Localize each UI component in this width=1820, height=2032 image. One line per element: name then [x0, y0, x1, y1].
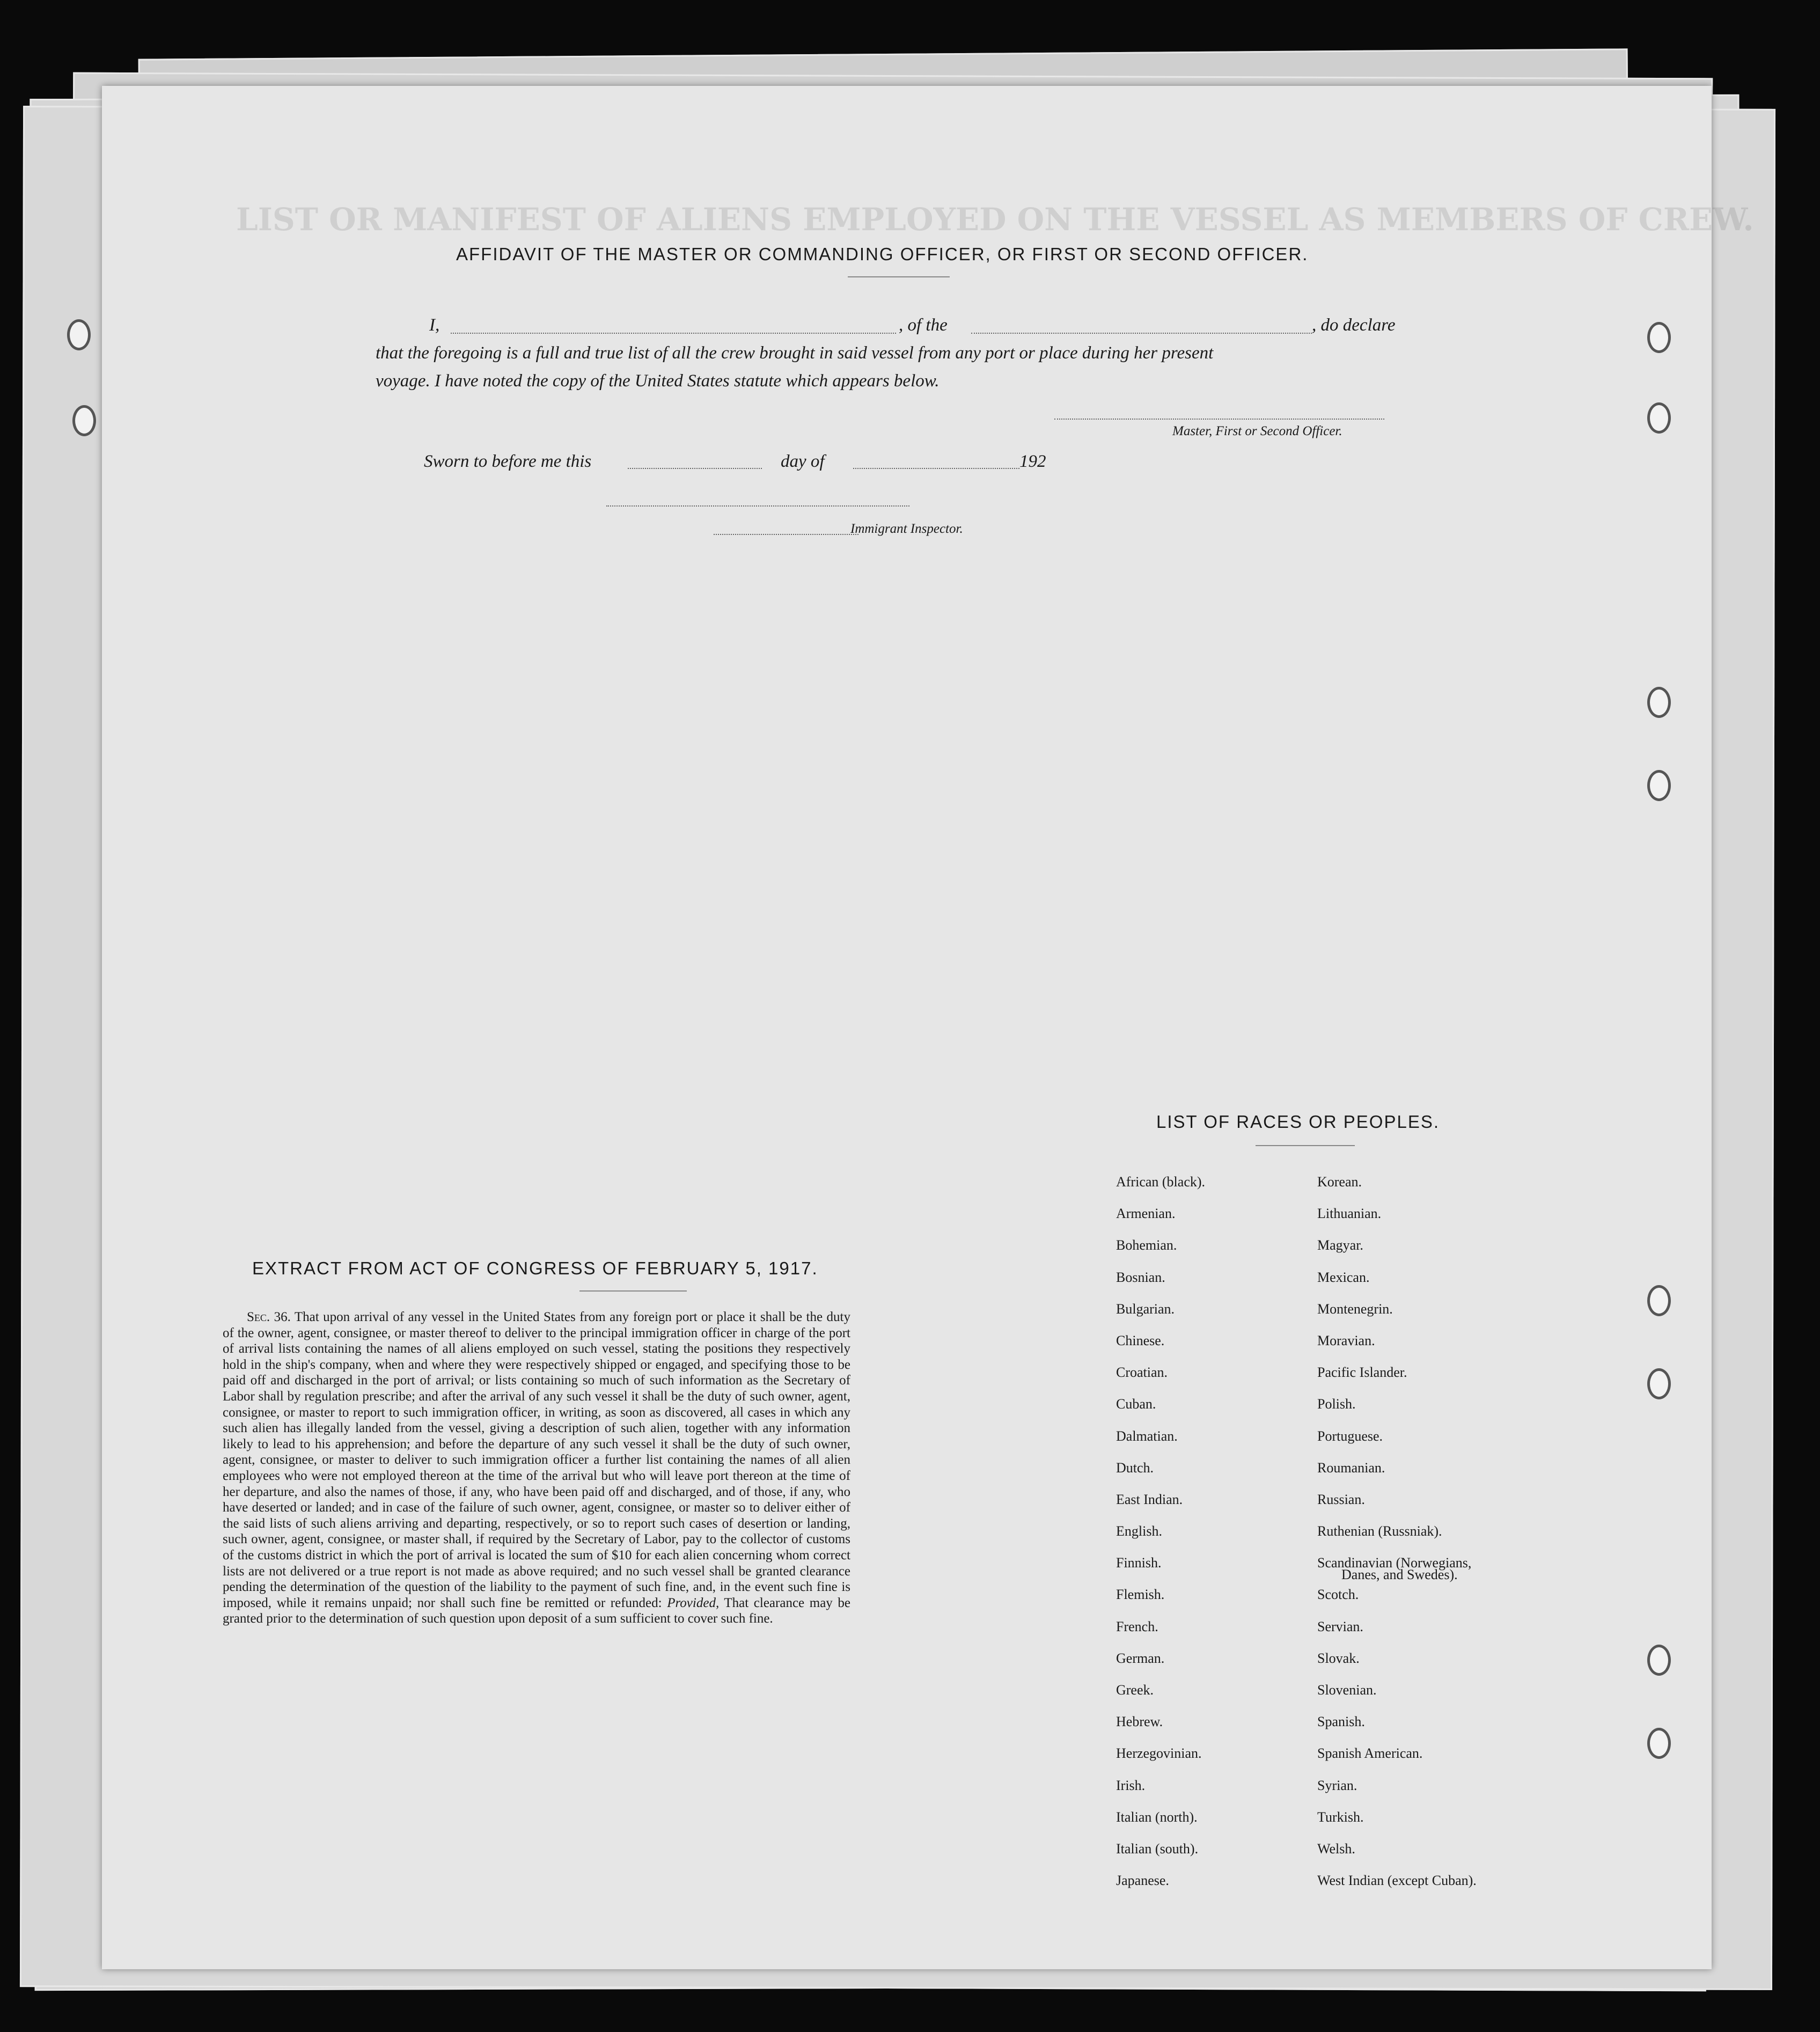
inspector-signature-field[interactable] — [714, 534, 858, 535]
statute-text — [223, 1309, 850, 1627]
races-column-2 — [1317, 1174, 1477, 1904]
race-item: African (black). — [1116, 1174, 1206, 1190]
race-item: Bohemian. — [1116, 1237, 1177, 1253]
sworn-month-field[interactable] — [853, 468, 1019, 469]
race-item: Italian (south). — [1116, 1840, 1199, 1857]
sworn-year: 192 — [1019, 452, 1046, 471]
title-rule — [848, 276, 950, 277]
race-item: Croatian. — [1116, 1365, 1168, 1381]
of-the-text: , of the — [899, 316, 948, 335]
race-item: Turkish. — [1317, 1809, 1364, 1825]
declarant-name-field[interactable] — [451, 333, 896, 334]
race-item: Ruthenian (Russniak). — [1317, 1523, 1442, 1539]
punch-hole — [1647, 402, 1671, 434]
race-item: East Indian. — [1116, 1491, 1183, 1507]
race-item: Flemish. — [1116, 1587, 1165, 1603]
race-item: Cuban. — [1116, 1396, 1156, 1412]
race-item: Portuguese. — [1317, 1428, 1383, 1444]
races-title-rule — [1256, 1145, 1355, 1146]
statute-proviso: That clearance may be granted prior to the determination of such question upon deposit of a sum sufficient to cover such fine. — [223, 1595, 851, 1626]
race-item — [1317, 1555, 1477, 1587]
declarant-prefix: I, — [429, 316, 440, 335]
race-item: Italian (north). — [1116, 1809, 1198, 1825]
races-column-1 — [1116, 1174, 1205, 1904]
race-item: Montenegrin. — [1317, 1301, 1393, 1317]
sworn-day-of: day of — [781, 452, 825, 471]
race-item: Finnish. — [1116, 1555, 1162, 1571]
race-item: Scotch. — [1317, 1587, 1359, 1603]
inspector-label: Immigrant Inspector. — [850, 522, 963, 536]
race-item: German. — [1116, 1650, 1165, 1666]
punch-hole — [1647, 1285, 1671, 1316]
race-item: Dalmatian. — [1116, 1428, 1178, 1444]
race-item: Servian. — [1317, 1618, 1363, 1634]
race-item: Syrian. — [1317, 1777, 1357, 1793]
race-item: Herzegovinian. — [1116, 1745, 1202, 1762]
punch-hole — [1647, 687, 1671, 718]
declaration-line-3: voyage. I have noted the copy of the United States statute which appears below. — [376, 371, 940, 391]
race-item: Japanese. — [1116, 1873, 1169, 1889]
provided-keyword: Provided, — [667, 1595, 720, 1610]
races-title: LIST OF RACES OR PEOPLES. — [1156, 1112, 1440, 1132]
inspector-line-upper — [606, 505, 909, 507]
race-item: Hebrew. — [1116, 1714, 1163, 1730]
race-item: Lithuanian. — [1317, 1206, 1382, 1222]
race-item: French. — [1116, 1618, 1158, 1634]
punch-hole — [1647, 1728, 1671, 1759]
extract-title: EXTRACT FROM ACT OF CONGRESS OF FEBRUARY 5, 1917. — [252, 1258, 818, 1278]
race-item: Slovenian. — [1317, 1682, 1377, 1698]
race-item: Slovak. — [1317, 1650, 1360, 1666]
sworn-day-field[interactable] — [628, 468, 762, 469]
do-declare-text: , do declare — [1312, 316, 1396, 335]
race-item: Bosnian. — [1116, 1269, 1165, 1285]
race-item: Irish. — [1116, 1777, 1146, 1793]
race-item: Greek. — [1116, 1682, 1154, 1698]
sworn-prefix: Sworn to before me this — [424, 452, 592, 471]
section-label: Sec. 36. — [247, 1310, 291, 1324]
race-item: Korean. — [1317, 1174, 1362, 1190]
race-item: Armenian. — [1116, 1206, 1176, 1222]
race-item: Bulgarian. — [1116, 1301, 1175, 1317]
race-item: Russian. — [1317, 1491, 1365, 1507]
race-item-line: Scandinavian (Norwegians, — [1317, 1555, 1472, 1571]
race-item: Pacific Islander. — [1317, 1365, 1407, 1381]
race-item: English. — [1116, 1523, 1162, 1539]
race-item: Roumanian. — [1317, 1459, 1385, 1476]
race-item: Spanish American. — [1317, 1745, 1423, 1762]
punch-hole — [72, 405, 96, 436]
race-item: Dutch. — [1116, 1459, 1154, 1476]
extract-title-rule — [579, 1290, 687, 1292]
master-signature-label: Master, First or Second Officer. — [1172, 424, 1342, 438]
race-item: Magyar. — [1317, 1237, 1363, 1253]
punch-hole — [67, 319, 91, 350]
punch-hole — [1647, 1645, 1671, 1676]
affidavit-title: AFFIDAVIT OF THE MASTER OR COMMANDING OFFICER, OR FIRST OR SECOND OFFICER. — [456, 244, 1309, 264]
race-item: West Indian (except Cuban). — [1317, 1873, 1477, 1889]
punch-hole — [1647, 1368, 1671, 1399]
race-item: Spanish. — [1317, 1714, 1365, 1730]
punch-hole — [1647, 770, 1671, 801]
punch-hole — [1647, 322, 1671, 353]
race-item-continuation: Danes, and Swedes). — [1341, 1567, 1458, 1583]
statute-body: That upon arrival of any vessel in the United States from any foreign port or place it shall be the duty of the owner, agent, consignee, or master thereof to deliver to the principal immigration officer in charge of the port of arrival lists containing the names of all aliens employed on such vessel, stating the positions they respectively hold in the ship's company, when and where they were respectively shipped or engaged, and specifying those to be paid off and discharged in the port of arrival; or lists containing so much of such information as the Secretary of Labor shall by regulation prescribe; and after the arrival of any such vessel it shall be the duty of such owner, agent, consignee, or master to report to such immigration officer, in writing, as soon as discovered, all cases in which any such alien has illegally landed from the vessel, giving a description of such alien, together with any information likely to lead to his apprehension; and before the departure of any such vessel it shall be the duty of such owner, agent, consignee, or master to deliver to such immigration officer a further list containing the names of all alien employees who were not employed thereon at the time of the arrival but who will leave port thereon at the time of her departure, and also the names of those, if any, who have been paid off and discharged, and of those, if any, who have deserted or landed; and in case of the failure of such owner, agent, consignee, or master so to deliver either of the said lists of such aliens arriving and departing, respectively, or so to report such cases of desertion or landing, such owner, agent, consignee, or master shall, if required by the Secretary of Labor, pay to the collector of customs of the customs district in which the port of arrival is located the sum of $10 for each alien concerning whom correct lists are not delivered or a true report is not made as above required; and no such vessel shall be granted clearance pending the determination of the question of the liability to the payment of such fine, and, in the event such fine is imposed, while it remains unpaid; nor shall such fine be remitted or refunded: — [223, 1310, 850, 1610]
declaration-line-2: that the foregoing is a full and true list of all the crew brought in said vessel from any port or place during her present — [376, 343, 1214, 363]
race-item: Welsh. — [1317, 1840, 1355, 1857]
race-item: Chinese. — [1116, 1332, 1165, 1348]
vessel-name-field[interactable] — [971, 333, 1312, 334]
race-item: Polish. — [1317, 1396, 1356, 1412]
affidavit-page — [102, 86, 1754, 1969]
race-item: Moravian. — [1317, 1332, 1375, 1348]
race-item: Mexican. — [1317, 1269, 1370, 1285]
master-signature-field[interactable] — [1054, 419, 1384, 420]
bleed-through-header: LIST OR MANIFEST OF ALIENS EMPLOYED ON THE VESSEL AS MEMBERS OF CREW. — [236, 201, 1754, 238]
